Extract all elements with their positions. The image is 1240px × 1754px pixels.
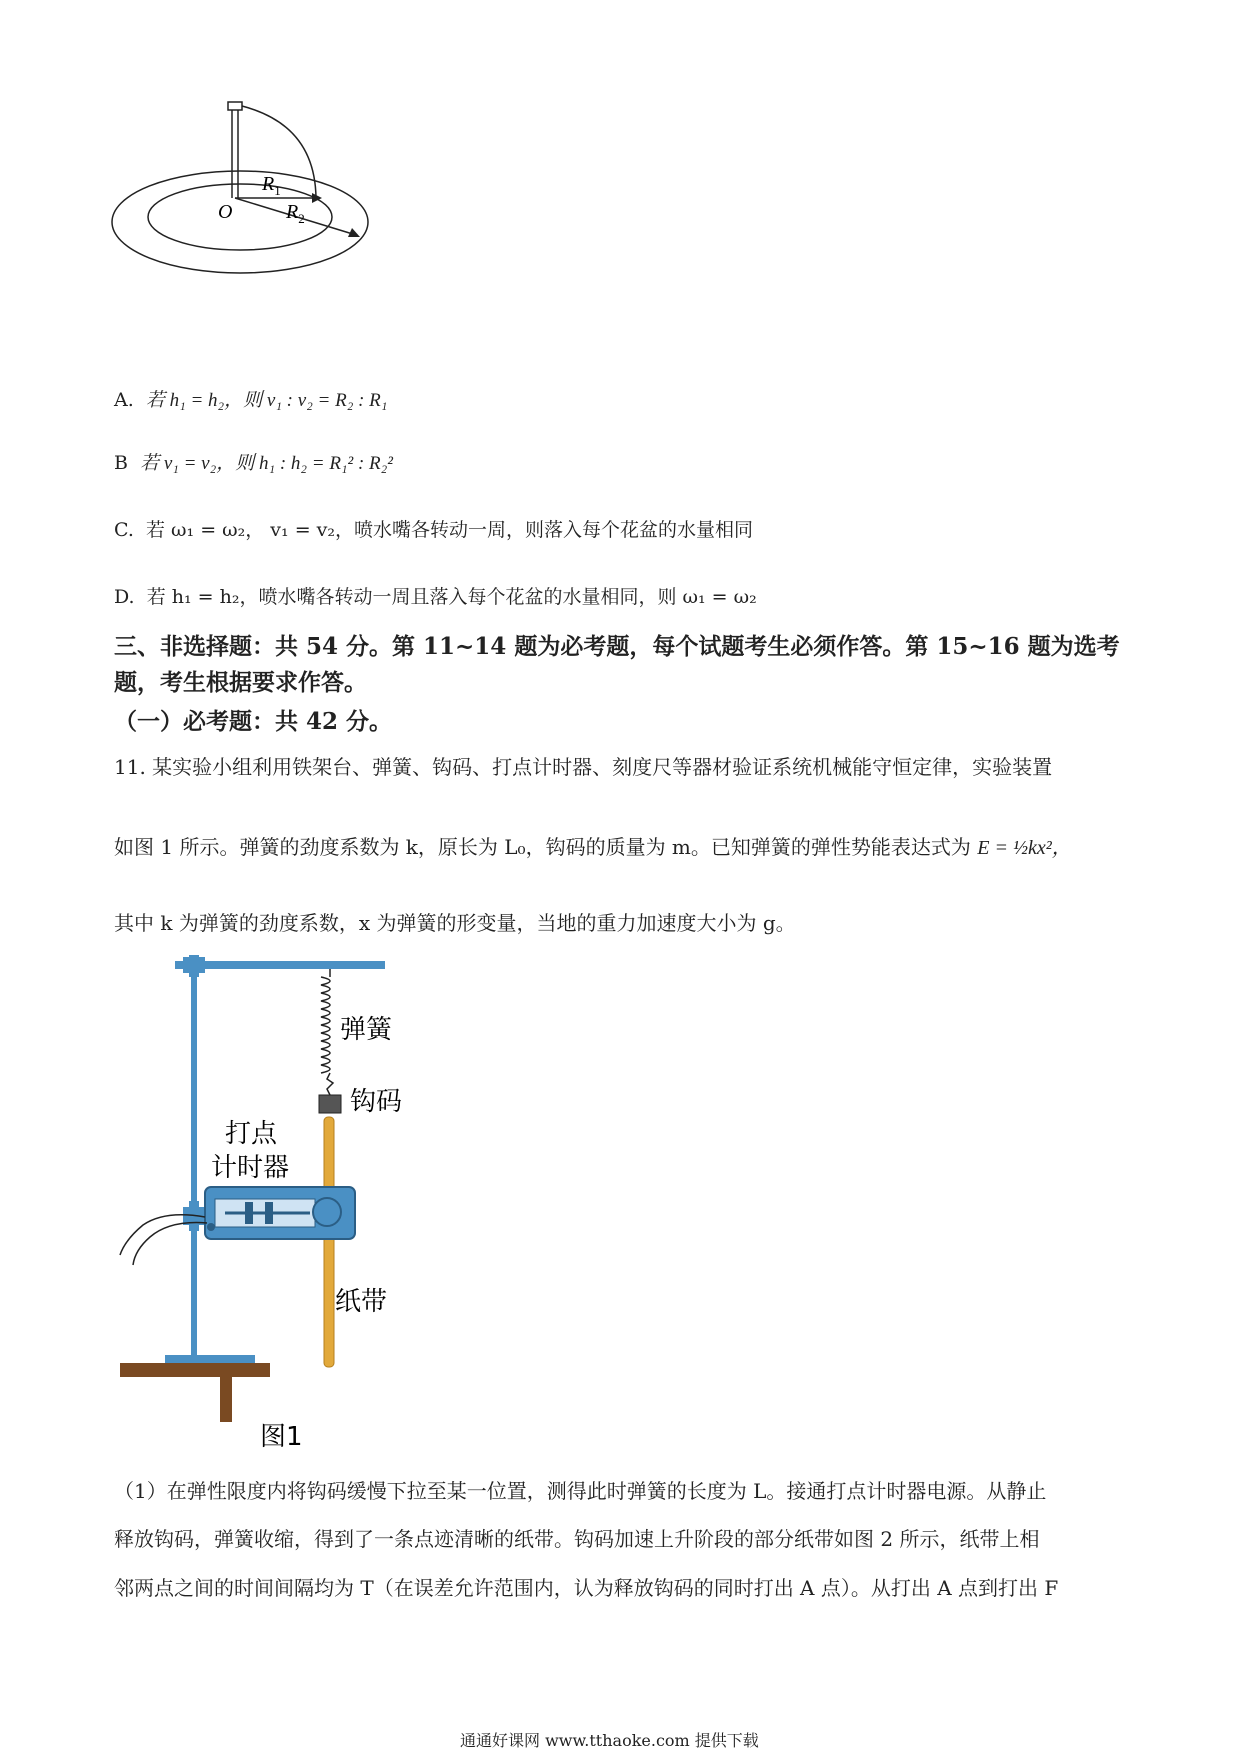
section3-line1: 三、非选择题：共 54 分。第 11~14 题为必考题，每个试题考生必须作答。第 15~16 题为选考 xyxy=(114,633,1120,660)
figure1-caption: 图1 xyxy=(260,1422,303,1452)
stand-rod xyxy=(191,955,197,1355)
q11-line1: 11. 某实验小组利用铁架台、弹簧、钩码、打点计时器、刻度尺等器材验证系统机械能守恒定律，实验装置 xyxy=(114,755,1053,779)
timer-disc xyxy=(313,1198,341,1226)
part1-line2: 释放钩码，弹簧收缩，得到了一条点迹清晰的纸带。钩码加速上升阶段的部分纸带如图 2 所示，纸带上相 xyxy=(114,1527,1040,1551)
q11-line2 xyxy=(114,831,1072,860)
option-d-label: D. xyxy=(114,586,135,608)
option-d xyxy=(114,583,757,611)
section3-sub: （一）必考题：共 42 分。 xyxy=(114,708,393,735)
table-top xyxy=(120,1363,270,1377)
nozzle xyxy=(228,102,242,110)
part1-line1: （1）在弹性限度内将钩码缓慢下拉至某一位置，测得此时弹簧的长度为 L。接通打点计时器电源。从静止 xyxy=(114,1479,1047,1503)
stand-base xyxy=(165,1355,255,1363)
option-c-label: C. xyxy=(114,519,134,541)
option-a-label: A. xyxy=(114,389,134,411)
outer-ellipse xyxy=(112,171,368,273)
tape-label: 纸带 xyxy=(335,1287,388,1317)
table-leg xyxy=(220,1377,232,1422)
section3-line2: 题，考生根据要求作答。 xyxy=(114,669,367,696)
footer-source: 通通好课网 www.tthaoke.com 提供下载 xyxy=(460,1731,759,1750)
option-a xyxy=(114,386,387,415)
r1-label: $R_1$ xyxy=(262,173,281,198)
weight xyxy=(319,1095,341,1113)
apparatus-figure xyxy=(115,955,435,1455)
option-b-label: B xyxy=(114,452,128,474)
part1-line3: 邻两点之间的时间间隔均为 T（在误差允许范围内，认为释放钩码的同时打出 A 点）。从打出 A 点到打出 F xyxy=(114,1576,1059,1600)
weight-label: 钩码 xyxy=(350,1087,403,1117)
option-b-text: 若 v₁ = v₂，则 h₁ : h₂ = R₁² : R₂² xyxy=(140,453,393,474)
r2-label: $R_2$ xyxy=(286,201,305,226)
q11-line3: 其中 k 为弹簧的劲度系数，x 为弹簧的形变量，当地的重力加速度大小为 g。 xyxy=(114,911,796,935)
sprinkler-figure xyxy=(110,100,370,275)
spring-label: 弹簧 xyxy=(340,1015,393,1045)
crossbar xyxy=(175,961,385,969)
option-b xyxy=(114,449,393,478)
timer-label-1: 打点 xyxy=(225,1119,278,1149)
option-d-text: 若 h₁ = h₂，喷水嘴各转动一周且落入每个花盆的水量相同，则 ω₁ = ω₂ xyxy=(146,586,757,608)
q11-line2-text: 如图 1 所示。弹簧的劲度系数为 k，原长为 L₀，钩码的质量为 m。已知弹簧的弹性势能表达式为 xyxy=(114,835,971,859)
option-c xyxy=(114,516,753,544)
paper-tape xyxy=(324,1117,334,1367)
timer-label-2: 计时器 xyxy=(211,1153,290,1183)
spring xyxy=(321,969,333,1095)
option-a-text: 若 h₁ = h₂，则 v₁ : v₂ = R₂ : R₁ xyxy=(145,390,388,411)
center-label: O xyxy=(218,201,233,223)
option-c-text: 若 ω₁ = ω₂， v₁ = v₂，喷水嘴各转动一周，则落入每个花盆的水量相同 xyxy=(146,519,753,541)
energy-formula: E = ½kx²， xyxy=(977,837,1072,859)
